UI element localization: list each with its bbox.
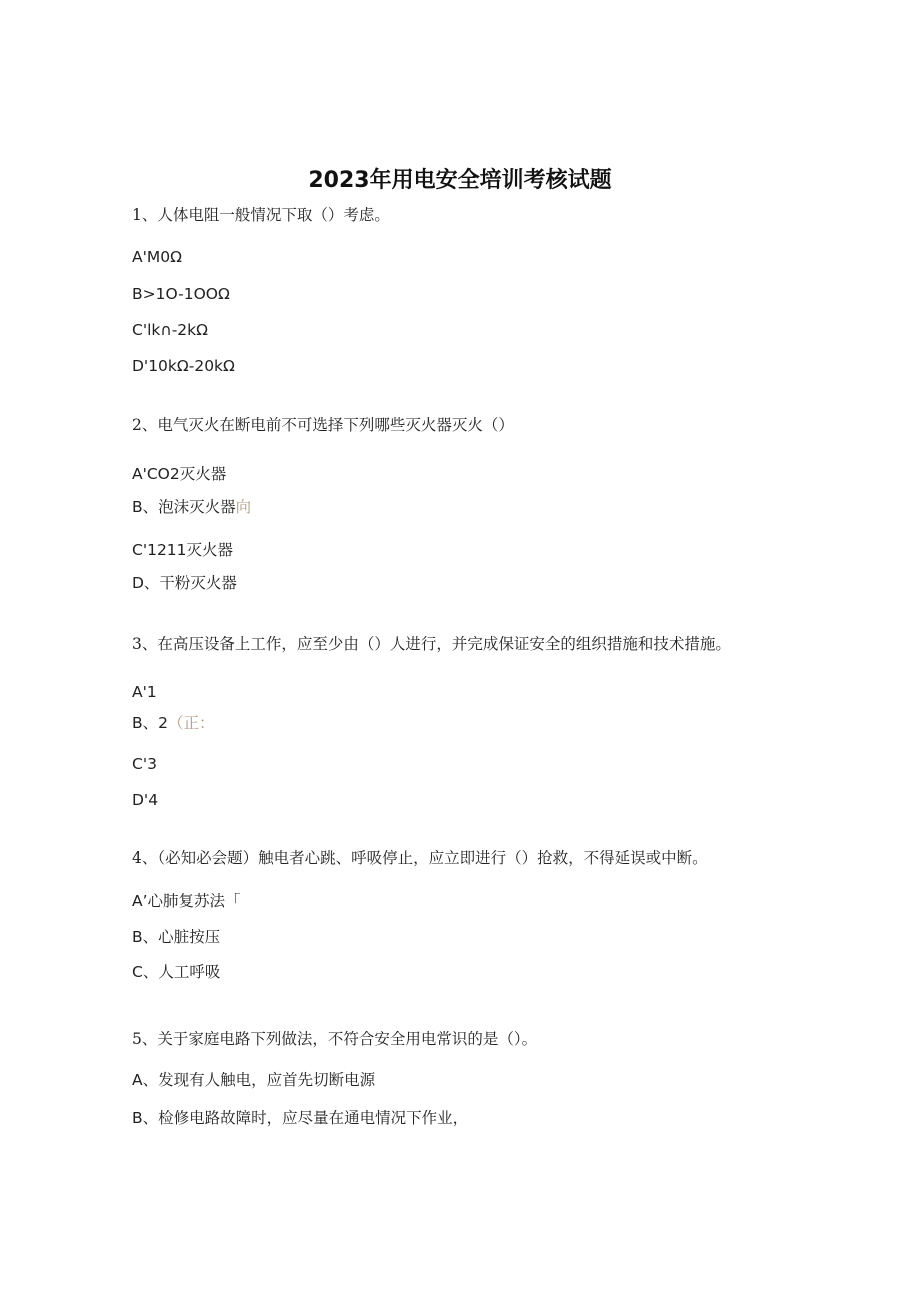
question-3-text: 3、在高压设备上工作，应至少由（）人进行，并完成保证安全的组织措施和技术措施。 — [132, 635, 731, 653]
question-3-option-a: A'1 — [132, 683, 157, 701]
question-2-option-c: C'1211灭火器 — [132, 541, 234, 559]
question-4-text: 4、（必知必会题）触电者心跳、呼吸停止，应立即进行（）抢救，不得延误或中断。 — [132, 849, 708, 867]
question-1-text: 1、人体电阻一般情况下取（）考虑。 — [132, 206, 390, 224]
question-3-option-b — [132, 713, 215, 733]
question-3-option-c: C'3 — [132, 755, 157, 773]
option-text: B、2 — [132, 714, 168, 732]
question-1-option-d: D'10kΩ-20kΩ — [132, 357, 235, 375]
question-2-option-d: D、干粉灭火器 — [132, 574, 237, 592]
scan-mark: 向 — [235, 498, 252, 516]
question-5-option-a: A、发现有人触电，应首先切断电源 — [132, 1071, 376, 1089]
question-2-option-b — [132, 497, 251, 517]
question-1-option-a: A'M0Ω — [132, 248, 182, 266]
question-3-option-d: D'4 — [132, 791, 159, 809]
question-4-option-a: A’心肺复苏法「 — [132, 892, 241, 910]
document-title: 2023年用电安全培训考核试题 — [308, 168, 612, 193]
question-4-option-b: B、心脏按压 — [132, 928, 221, 946]
question-2-option-a: A'CO2灭火器 — [132, 465, 227, 483]
question-4-option-c: C、人工呼吸 — [132, 963, 221, 981]
question-1-option-b: B>1O-1OOΩ — [132, 285, 230, 303]
question-5-text: 5、关于家庭电路下列做法，不符合安全用电常识的是（）。 — [132, 1030, 538, 1048]
question-2-text: 2、电气灭火在断电前不可选择下列哪些灭火器灭火（） — [132, 416, 514, 434]
question-5-option-b: B、检修电路故障时，应尽量在通电情况下作业， — [132, 1109, 469, 1127]
scan-mark: （正： — [168, 714, 215, 732]
question-1-option-c: C'lk∩-2kΩ — [132, 321, 208, 339]
option-text: B、泡沫灭火器 — [132, 498, 236, 516]
